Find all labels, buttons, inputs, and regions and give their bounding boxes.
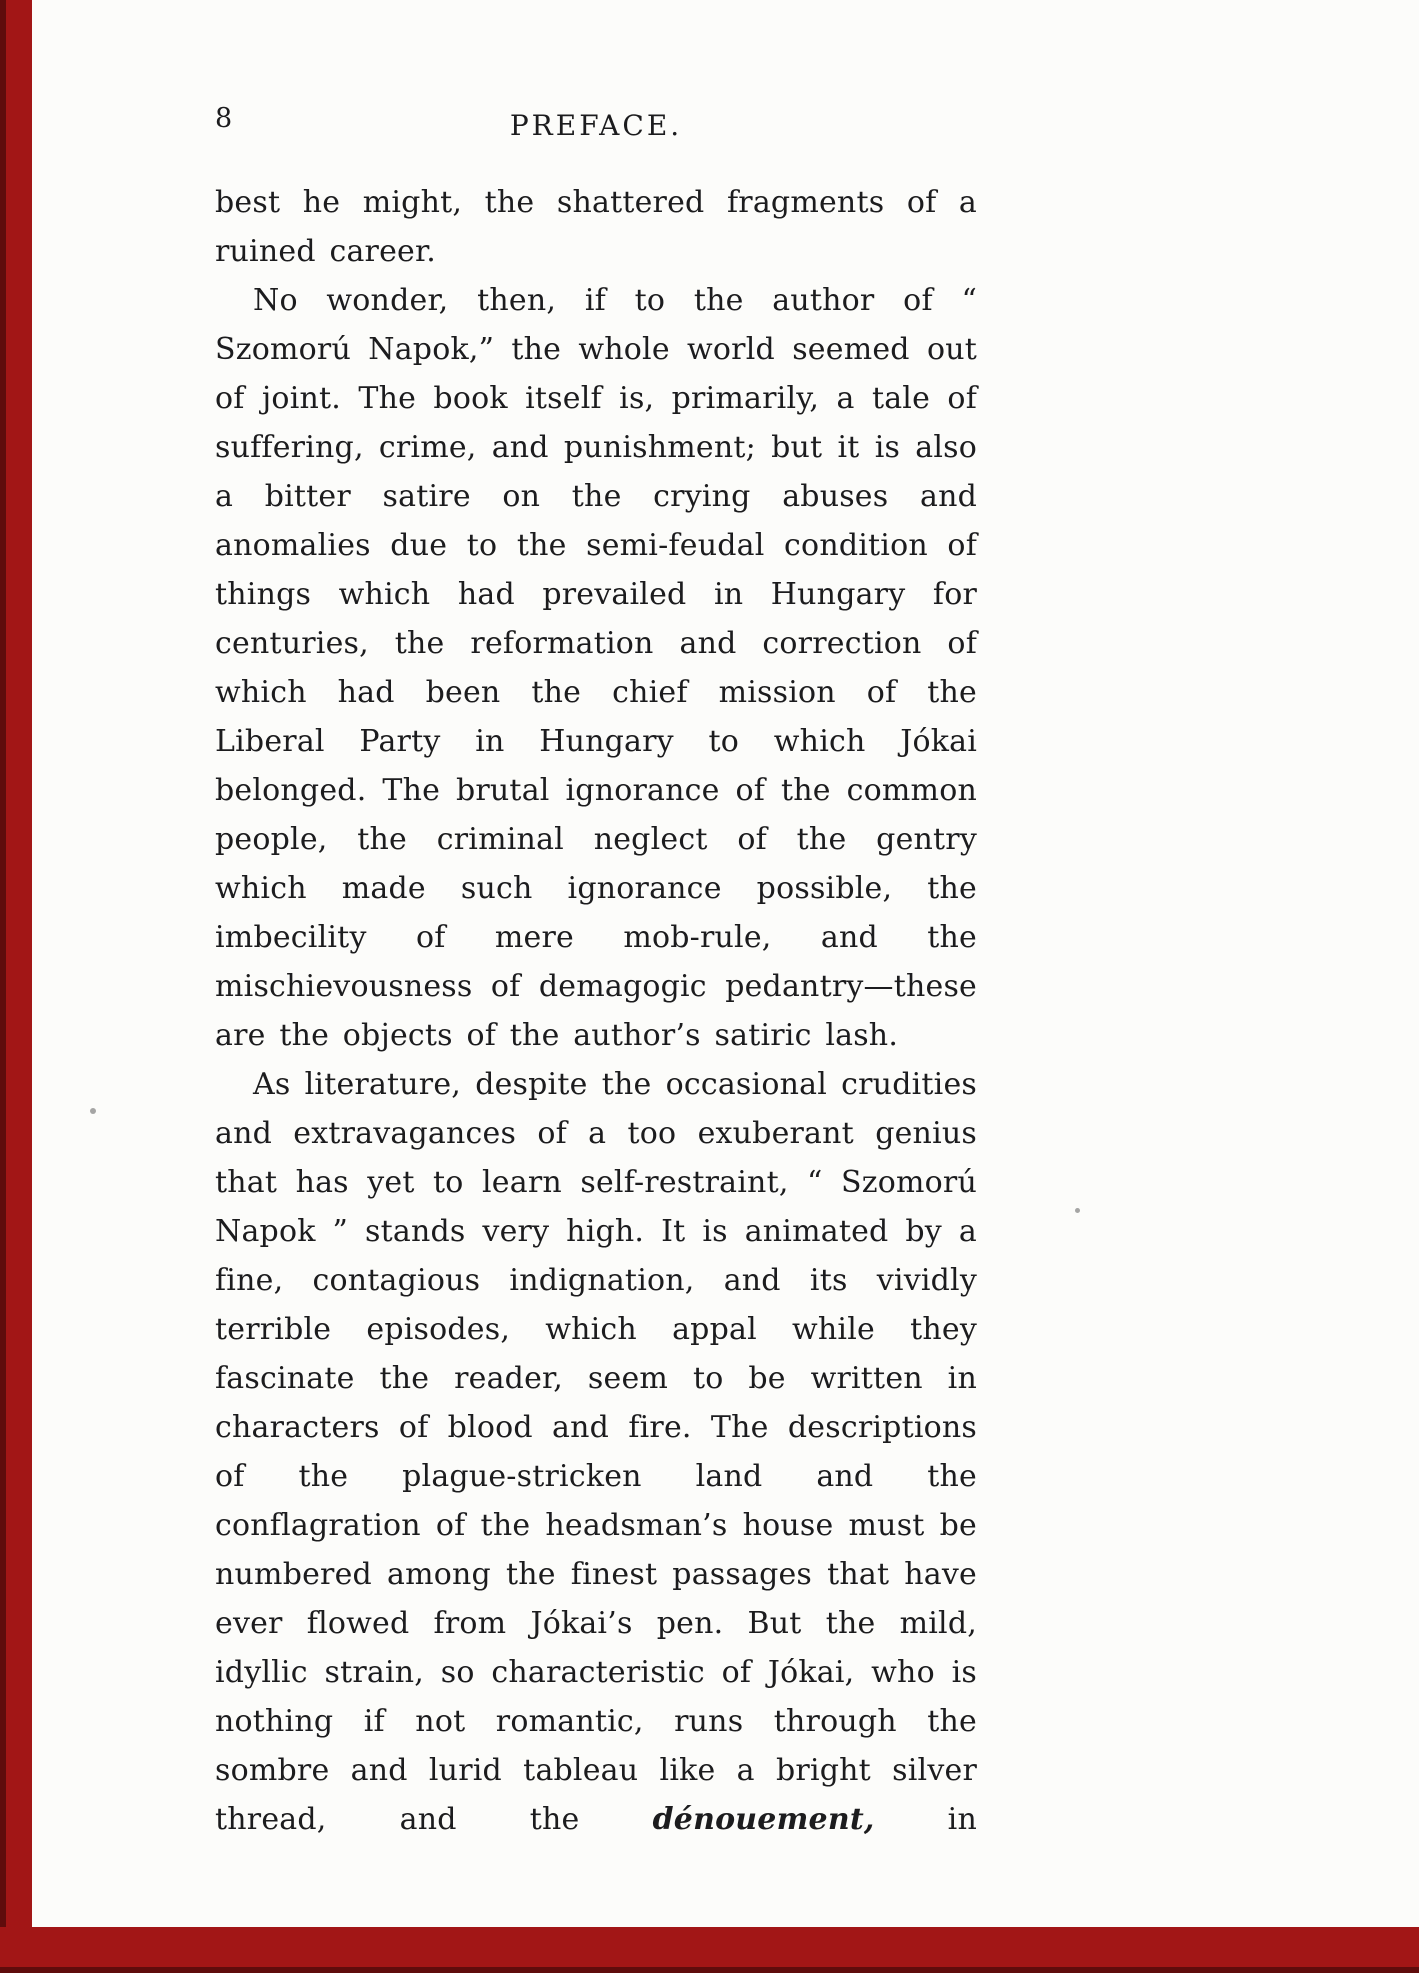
body-text [215, 178, 977, 1844]
page-title: PREFACE. [509, 109, 683, 142]
italic-word: dénouement, [652, 1802, 875, 1837]
paragraph-text: As literature, despite the occasional crudities and extravagances of a too exuberant genius that has yet to learn self-restraint, “ Szomorú Napok ” stands very high. It is animated by a fine, contagious indignation, and its vividly terrible episodes, which appal while they fascinate the reader, seem to be written in characters of blood and fire. The descriptions of the plague-stricken land and the conflagration of the headsman’s house must be numbered among the finest passages that have ever flowed from Jókai’s pen. But the mild, idyllic strain, so characteristic of Jókai, who is nothing if not romantic, runs through the sombre and lurid tableau like a bright silver thread, and the [215, 1067, 977, 1837]
scan-edge-bottom [0, 1927, 1419, 1973]
scan-edge-left [0, 0, 32, 1973]
paragraph-continuation: best he might, the shattered fragments of a ruined career. [215, 185, 977, 269]
paragraph [215, 1060, 977, 1844]
scan-speck [1075, 1208, 1080, 1213]
page-head [215, 103, 977, 143]
paragraph-text: in [874, 1802, 977, 1837]
paragraph: No wonder, then, if to the author of “ Szomorú Napok,” the whole world seemed out of joint. The book itself is, primarily, a tale of suffering, crime, and punishment; but it is also a bitter satire on the crying abuses and anomalies due to the semi-feudal condition of things which had prevailed in Hungary for centuries, the reformation and correction of which had been the chief mission of the Liberal Party in Hungary to which Jókai belonged. The brutal ignorance of the common people, the criminal neglect of the gentry which made such ignorance possible, the imbecility of mere mob-rule, and the mischievousness of demagogic pedantry—these are the objects of the author’s satiric lash. [215, 283, 977, 1053]
scan-speck [90, 1108, 96, 1114]
page-number: 8 [215, 103, 234, 134]
